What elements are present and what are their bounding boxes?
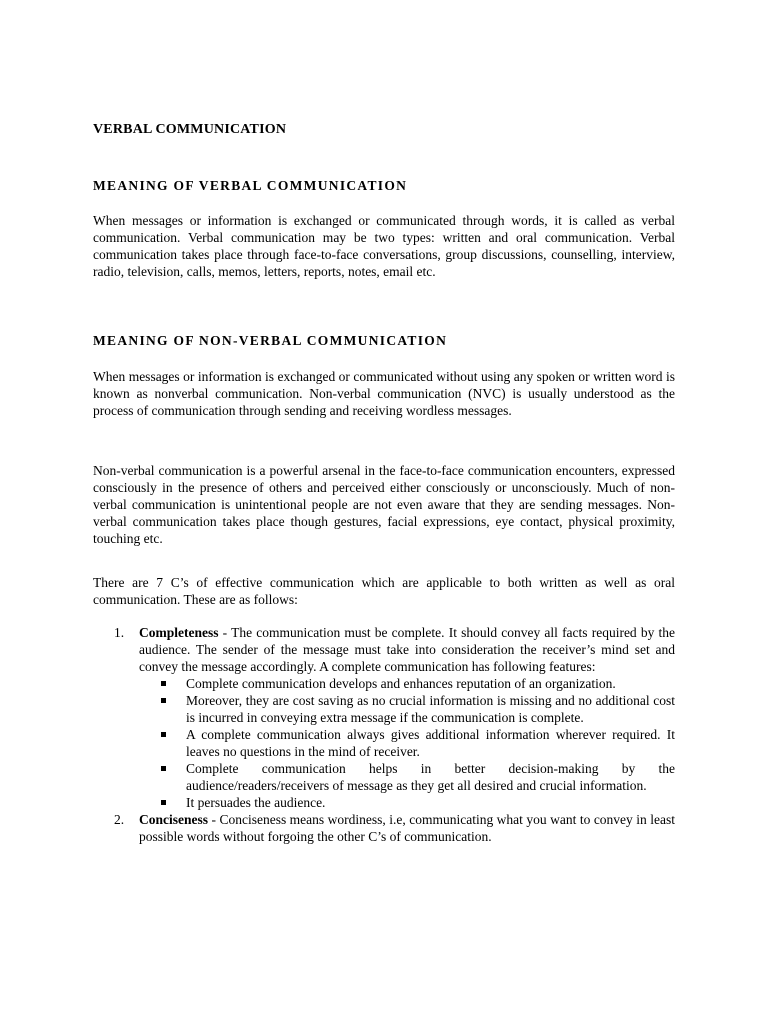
feature-bullet-item bbox=[139, 675, 675, 692]
completeness-features-list bbox=[139, 675, 675, 811]
list-item-conciseness bbox=[93, 811, 675, 845]
square-bullet-icon bbox=[161, 681, 166, 686]
square-bullet-icon bbox=[161, 800, 166, 805]
paragraph-nonverbal-details: Non-verbal communication is a powerful arsenal in the face-to-face communication encounters, expressed consciously in the presence of others and perceived either consciously or unconsciously. Much of non-verbal communication is unintentional people are not even aware that they are sending messages. Non-verbal communication takes place though gestures, facial expressions, eye contact, physical proximity, touching etc. bbox=[93, 463, 675, 546]
square-bullet-icon bbox=[161, 766, 166, 771]
list-item-term: Conciseness bbox=[139, 812, 209, 827]
list-item-number: 1. bbox=[114, 625, 125, 640]
feature-text: It persuades the audience. bbox=[186, 795, 326, 810]
section-heading-verbal: MEANING OF VERBAL COMMUNICATION bbox=[93, 178, 408, 193]
square-bullet-icon bbox=[161, 698, 166, 703]
feature-text: A complete communication always gives additional information wherever required. It leaves no questions in the mind of receiver. bbox=[186, 727, 675, 759]
list-item-text bbox=[139, 624, 675, 675]
feature-text: Moreover, they are cost saving as no crucial information is missing and no additional cost is incurred in conveying extra message if the communication is complete. bbox=[186, 693, 675, 725]
square-bullet-icon bbox=[161, 732, 166, 737]
list-item-completeness bbox=[93, 624, 675, 811]
feature-bullet-item bbox=[139, 794, 675, 811]
feature-text: Complete communication helps in better decision-making by the audience/readers/receivers of message as they get all desired and crucial information. bbox=[186, 761, 675, 793]
list-item-description: - Conciseness means wordiness, i.e, communicating what you want to convey in least possible words without forgoing the other C’s of communication. bbox=[139, 812, 675, 844]
feature-bullet-item bbox=[139, 692, 675, 726]
feature-text: Complete communication develops and enhances reputation of an organization. bbox=[186, 676, 616, 691]
paragraph-seven-cs-intro: There are 7 C’s of effective communication which are applicable to both written as well as oral communication. These are as follows: bbox=[93, 575, 675, 607]
section-heading-nonverbal: MEANING OF NON-VERBAL COMMUNICATION bbox=[93, 333, 448, 348]
document-title: VERBAL COMMUNICATION bbox=[93, 122, 287, 137]
list-item-text bbox=[139, 811, 675, 845]
paragraph-verbal-meaning: When messages or information is exchanged or communicated through words, it is called as verbal communication. Verbal communication may be two types: written and oral communication. Verbal communication takes place through face-to-face conversations, group discussions, counselling, interview, radio, television, calls, memos, letters, reports, notes, email etc. bbox=[93, 213, 675, 279]
list-item-term: Completeness bbox=[139, 625, 219, 640]
paragraph-nonverbal-meaning: When messages or information is exchanged or communicated without using any spoken or written word is known as nonverbal communication. Non-verbal communication (NVC) is usually understood as the process of communication through sending and receiving wordless messages. bbox=[93, 369, 675, 418]
feature-bullet-item bbox=[139, 760, 675, 794]
feature-bullet-item bbox=[139, 726, 675, 760]
list-item-description: - The communication must be complete. It should convey all facts required by the audience. The sender of the message must take into consideration the receiver’s mind set and convey the message accordingly. A complete communication has following features: bbox=[139, 625, 675, 674]
seven-cs-list bbox=[93, 624, 675, 845]
document-page bbox=[93, 0, 675, 1024]
list-item-number: 2. bbox=[114, 812, 125, 827]
